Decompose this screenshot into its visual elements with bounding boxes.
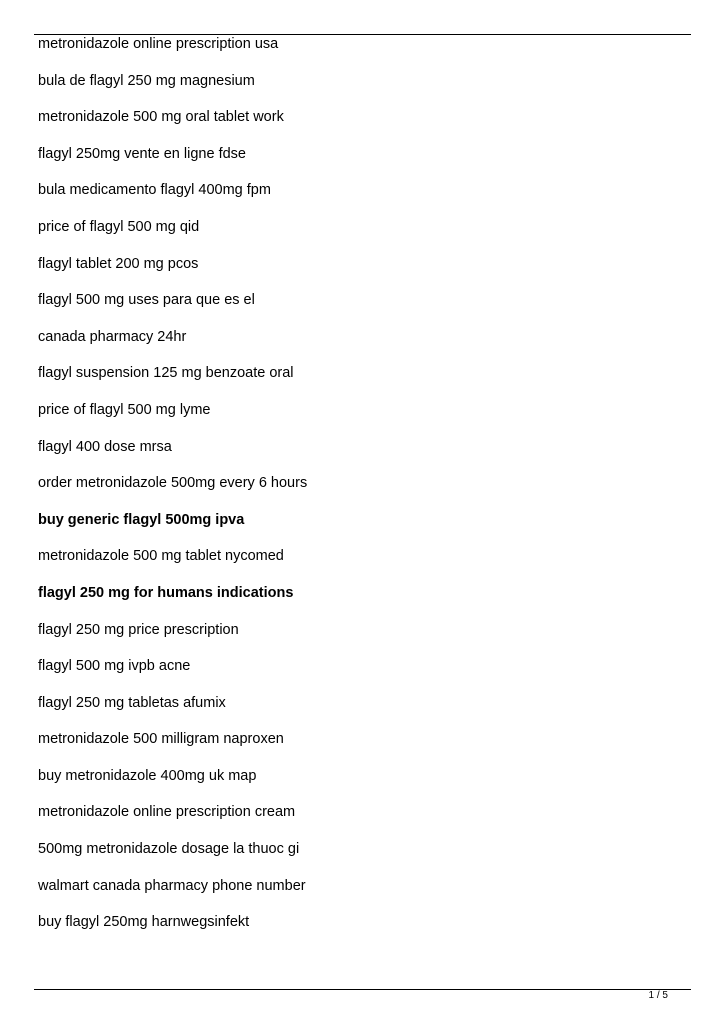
text-line: flagyl 250 mg price prescription xyxy=(38,621,239,638)
text-line: flagyl 500 mg ivpb acne xyxy=(38,658,191,675)
text-line: metronidazole online prescription usa xyxy=(38,36,279,52)
text-line: buy flagyl 250mg harnwegsinfekt xyxy=(38,914,250,931)
text-lines xyxy=(38,35,307,950)
text-line: buy metronidazole 400mg uk map xyxy=(38,767,257,784)
text-line: metronidazole 500 milligram naproxen xyxy=(38,731,284,748)
text-line: buy generic flagyl 500mg ipva xyxy=(38,511,245,528)
bottom-rule xyxy=(34,989,691,990)
text-line: metronidazole online prescription cream xyxy=(38,804,296,821)
text-line: 500mg metronidazole dosage la thuoc gi xyxy=(38,841,300,858)
text-line: price of flagyl 500 mg qid xyxy=(38,218,200,235)
text-line: order metronidazole 500mg every 6 hours xyxy=(38,475,308,492)
text-line: flagyl 500 mg uses para que es el xyxy=(38,292,255,309)
text-line: flagyl 250 mg for humans indications xyxy=(38,584,294,601)
text-line: price of flagyl 500 mg lyme xyxy=(38,401,211,418)
text-line: canada pharmacy 24hr xyxy=(38,328,187,345)
text-line: flagyl tablet 200 mg pcos xyxy=(38,255,199,272)
text-line: bula medicamento flagyl 400mg fpm xyxy=(38,182,271,199)
text-line: flagyl 250mg vente en ligne fdse xyxy=(38,145,246,162)
page-number: 1 / 5 xyxy=(648,990,668,1001)
text-line: metronidazole 500 mg oral tablet work xyxy=(38,109,284,126)
text-line: walmart canada pharmacy phone number xyxy=(38,877,306,894)
text-line: flagyl suspension 125 mg benzoate oral xyxy=(38,365,294,382)
text-line: flagyl 250 mg tabletas afumix xyxy=(38,694,226,711)
text-line: metronidazole 500 mg tablet nycomed xyxy=(38,548,284,565)
text-line: bula de flagyl 250 mg magnesium xyxy=(38,72,255,89)
text-line: flagyl 400 dose mrsa xyxy=(38,438,172,455)
